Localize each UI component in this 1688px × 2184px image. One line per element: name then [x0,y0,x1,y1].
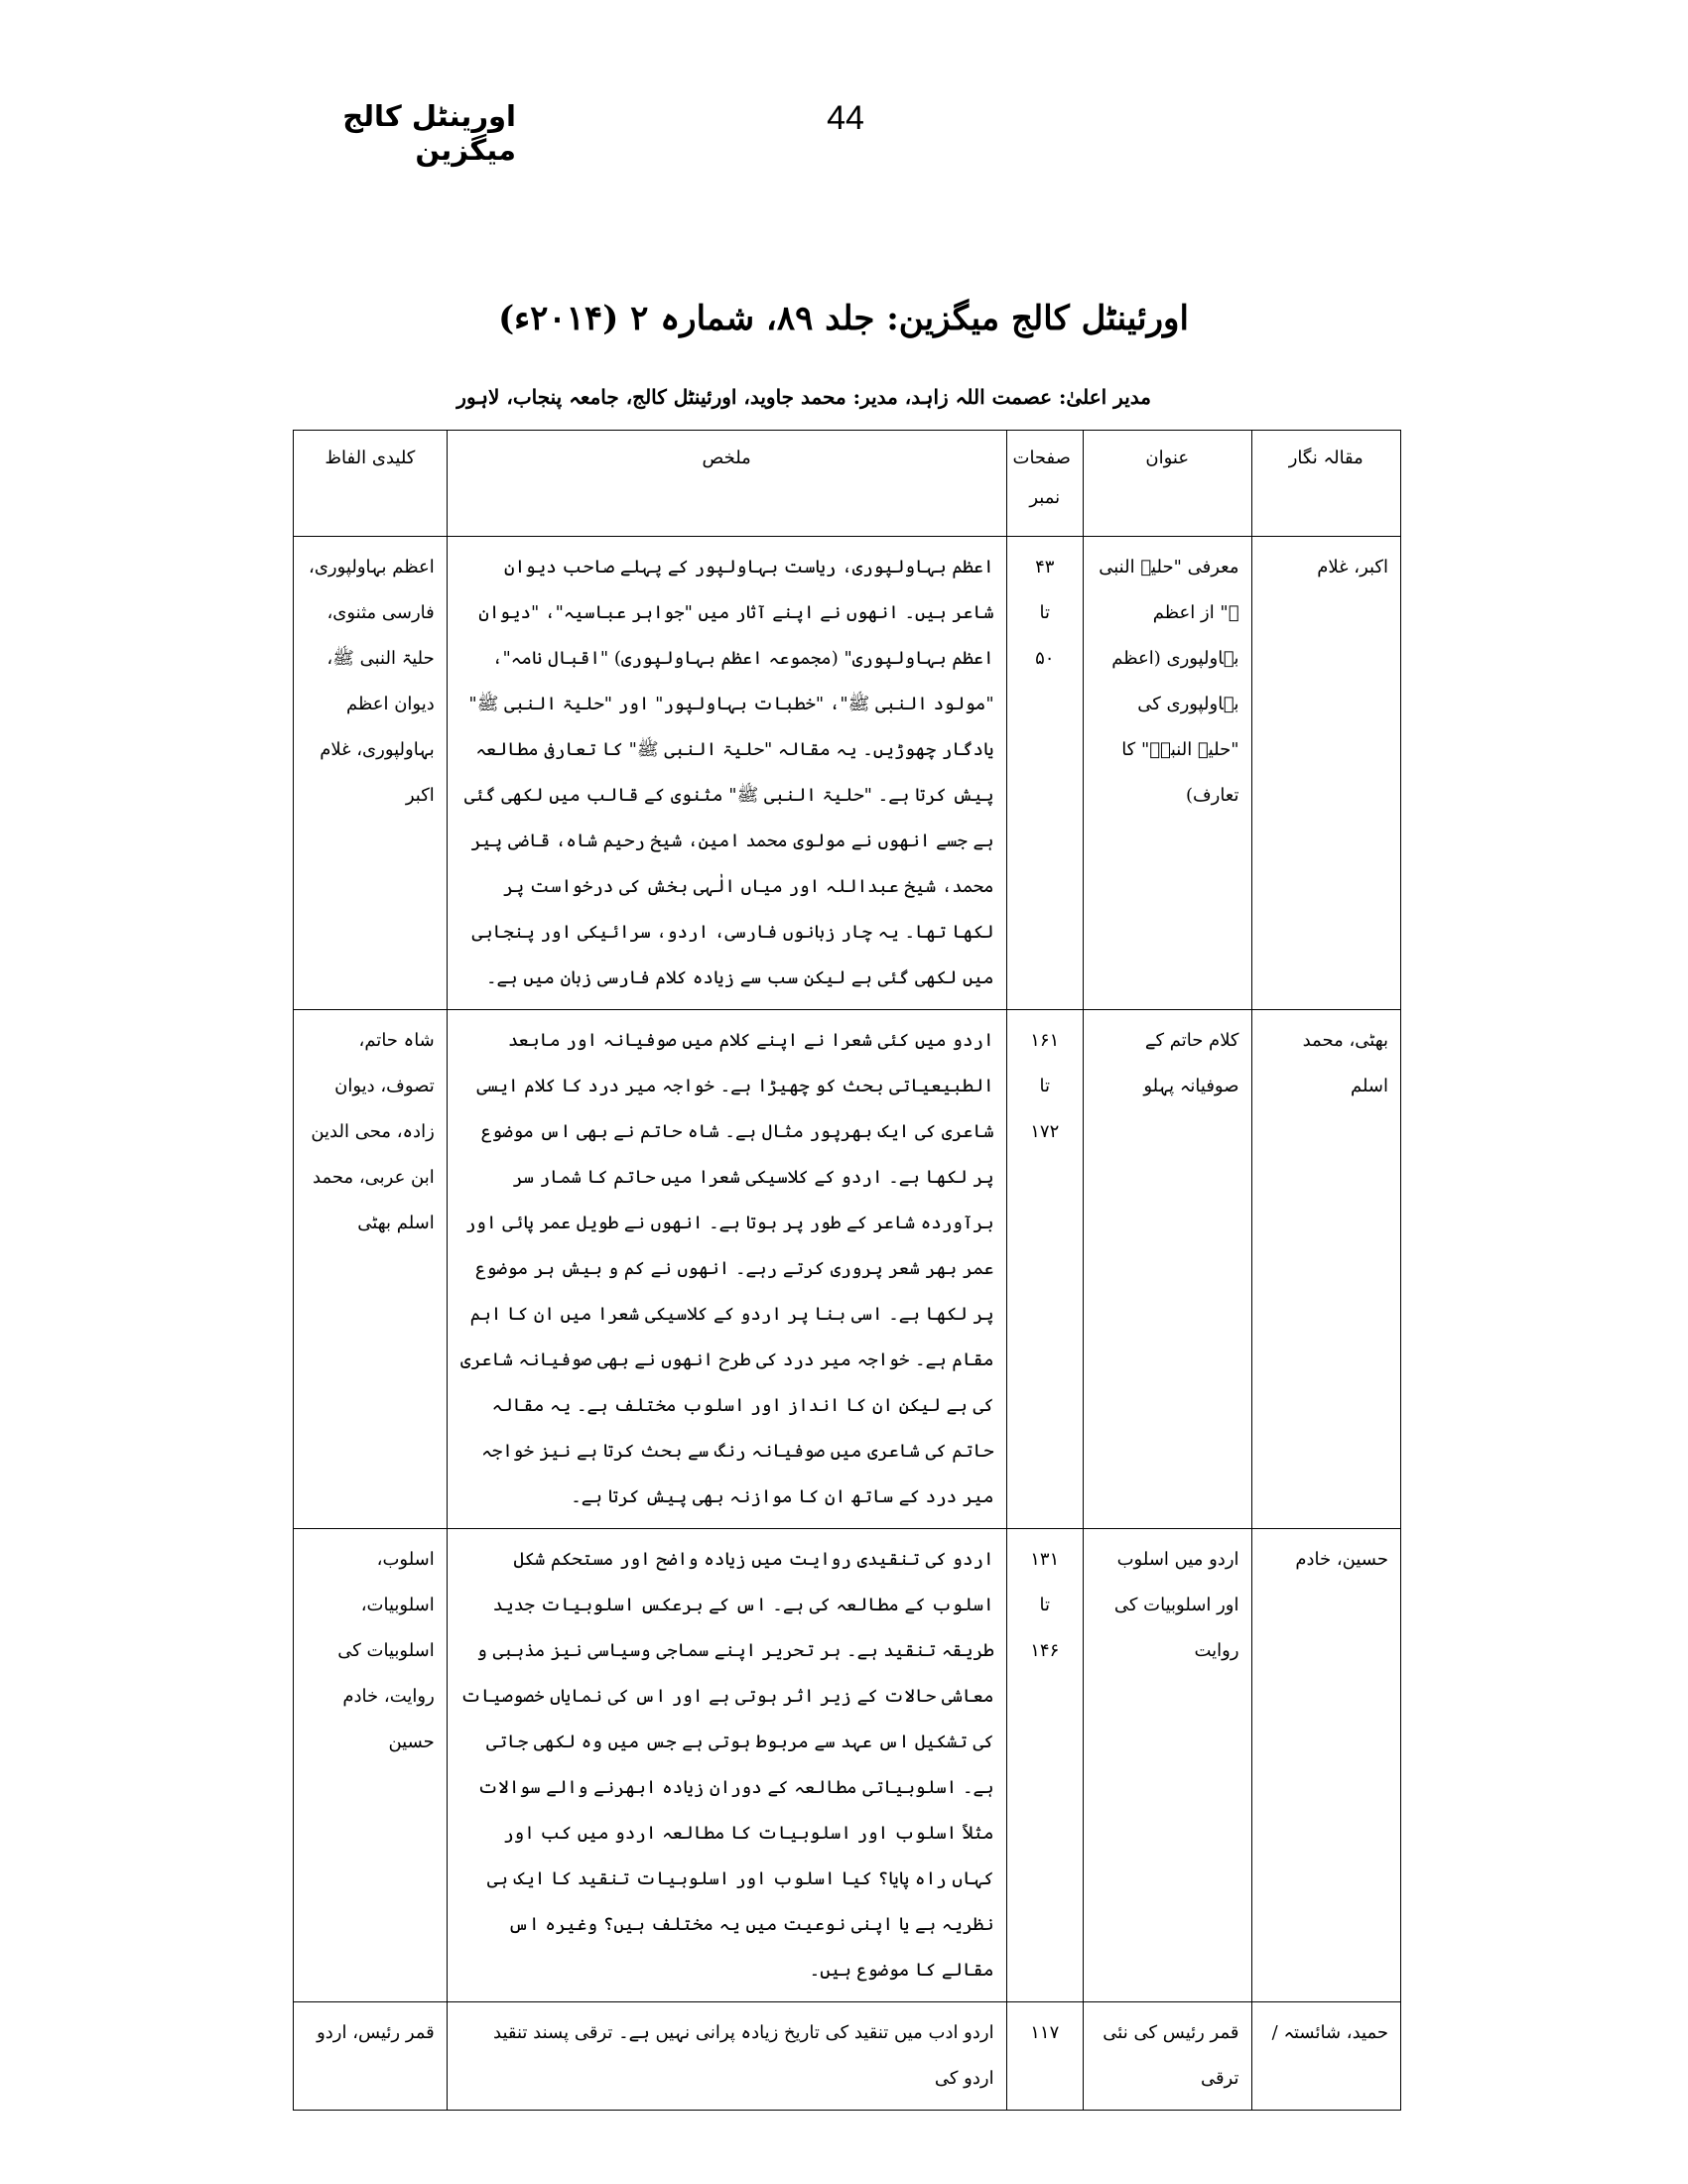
cell-author: بھٹی، محمد اسلم [1251,1010,1400,1529]
cell-pages [1006,1010,1083,1529]
cell-abstract: اعظم بہاولپوری، ریاست بہاولپور کے پہلے صاحب دیوان شاعر ہیں۔ انھوں نے اپنے آثار میں "جواہر عباسیہ"، "دیوان اعظم بہاولپوری" (مجموعہ اعظم بہاولپوری) "اقبال نامہ"، "مولود النبی ﷺ"، "خطبات بہاولپور" اور "حلیۃ النبی ﷺ" یادگار چھوڑیں۔ یہ مقالہ "حلیۃ النبی ﷺ" کا تعارفی مطالعہ پیش کرتا ہے۔ "حلیۃ النبی ﷺ" مثنوی کے قالب میں لکھی گئی ہے جسے انھوں نے مولوی محمد امین، شیخ رحیم شاہ، قاضی پیر محمد، شیخ عبداللہ اور میاں الٰہی بخش کی درخواست پر لکھا تھا۔ یہ چار زبانوں فارسی، اردو، سرائیکی اور پنجابی میں لکھی گئی ہے لیکن سب سے زیادہ کلام فارسی زبان میں ہے۔ [447,537,1006,1010]
pages-end: ۱۷۲ [1030,1121,1060,1142]
cell-abstract: اردو ادب میں تنقید کی تاریخ زیادہ پرانی نہیں ہے۔ ترقی پسند تنقید اردو کی [447,2002,1006,2111]
table-row [294,537,1401,1010]
cell-pages [1006,1529,1083,2002]
header-abstract: ملخص [447,431,1006,537]
header-title: عنوان [1083,431,1251,537]
pages-end: ۵۰ [1035,648,1055,669]
cell-abstract: اردو کی تنقیدی روایت میں زیادہ واضح اور مستحکم شکل اسلوب کے مطالعہ کی ہے۔ اس کے برعکس اسلوبیات جدید طریقہ تنقید ہے۔ ہر تحریر اپنے سماجی وسیاسی نیز مذہبی و معاشی حالات کے زیر اثر ہوتی ہے اور اس کی نمایاں خصوصیات کی تشکیل اس عہد سے مربوط ہوتی ہے جس میں وہ لکھی جاتی ہے۔ اسلوبیاتی مطالعہ کے دوران زیادہ ابھرنے والے سوالات مثلاً اسلوب اور اسلوبیات کا مطالعہ اردو میں کب اور کہاں راہ پایا؟ کیا اسلوب اور اسلوبیات تنقید کا ایک ہی نظریہ ہے یا اپنی نوعیت میں یہ مختلف ہیں؟ وغیرہ اس مقالے کا موضوع ہیں۔ [447,1529,1006,2002]
cell-author: حسین، خادم [1251,1529,1400,2002]
document-title: اورئینٹل کالج میگزین: جلد ۸۹، شمارہ ۲ (۲۰۱۴ء) [498,299,1189,338]
cell-pages [1006,2002,1083,2111]
pages-separator: تا [1039,1595,1051,1615]
cell-keywords: اعظم بہاولپوری، فارسی مثنوی، حلیۃ النبی ﷺ، دیوان اعظم بہاولپوری، غلام اکبر [294,537,448,1010]
cell-title: اردو میں اسلوب اور اسلوبیات کی روایت [1083,1529,1251,2002]
header-pages: صفحات نمبر [1006,431,1083,537]
table-header-row [294,431,1401,537]
cell-keywords: شاہ حاتم، تصوف، دیوان زادہ، محی الدین ابن عربی، محمد اسلم بھٹی [294,1010,448,1529]
cell-keywords: اسلوب، اسلوبیات، اسلوبیات کی روایت، خادم حسین [294,1529,448,2002]
cell-author: اکبر، غلام [1251,537,1400,1010]
pages-start: ۴۳ [1035,557,1055,578]
cell-abstract: اردو میں کئی شعرا نے اپنے کلام میں صوفیانہ اور مابعد الطبیعیاتی بحث کو چھیڑا ہے۔ خواجہ میر درد کا کلام ایسی شاعری کی ایک بھرپور مثال ہے۔ شاہ حاتم نے بھی اس موضوع پر لکھا ہے۔ اردو کے کلاسیکی شعرا میں حاتم کا شمار سر برآوردہ شاعر کے طور پر ہوتا ہے۔ انھوں نے طویل عمر پائی اور عمر بھر شعر پروری کرتے رہے۔ انھوں نے کم و بیش ہر موضوع پر لکھا ہے۔ اسی بنا پر اردو کے کلاسیکی شعرا میں ان کا اہم مقام ہے۔ خواجہ میر درد کی طرح انھوں نے بھی صوفیانہ شاعری کی ہے لیکن ان کا انداز اور اسلوب مختلف ہے۔ یہ مقالہ حاتم کی شاعری میں صوفیانہ رنگ سے بحث کرتا ہے نیز خواجہ میر درد کے ساتھ ان کا موازنہ بھی پیش کرتا ہے۔ [447,1010,1006,1529]
cell-title: قمر رئیس کی نئی ترقی [1083,2002,1251,2111]
cell-author: حمید، شائستہ / [1251,2002,1400,2111]
document-subtitle: مدیر اعلیٰ: عصمت اللہ زاہد، مدیر: محمد جاوید، اورئینٹل کالج، جامعہ پنجاب، لاہور [456,385,1151,409]
cell-title: معرفی "حلیۃ النبی ﷺ" از اعظم بہاولپوری (اعظم بہاولپوری کی "حلیۃ النبیؐ" کا تعارف) [1083,537,1251,1010]
cell-title: کلام حاتم کے صوفیانہ پہلو [1083,1010,1251,1529]
pages-start: ۱۳۱ [1030,1549,1060,1570]
articles-table [293,430,1401,2111]
header-keywords: کلیدی الفاظ [294,431,448,537]
pages-start: ۱۶۱ [1030,1030,1060,1051]
pages-separator: تا [1039,1076,1051,1096]
table-row [294,1010,1401,1529]
cell-pages [1006,537,1083,1010]
cell-keywords: قمر رئیس، اردو [294,2002,448,2111]
pages-separator: تا [1039,602,1051,623]
page-number: 44 [827,99,864,137]
running-head-title: اورینٹل کالج میگزین [342,99,516,167]
pages-start: ۱۱۷ [1030,2022,1060,2043]
pages-end: ۱۴۶ [1030,1640,1060,1661]
table-row [294,1529,1401,2002]
table-row [294,2002,1401,2111]
header-author: مقالہ نگار [1251,431,1400,537]
